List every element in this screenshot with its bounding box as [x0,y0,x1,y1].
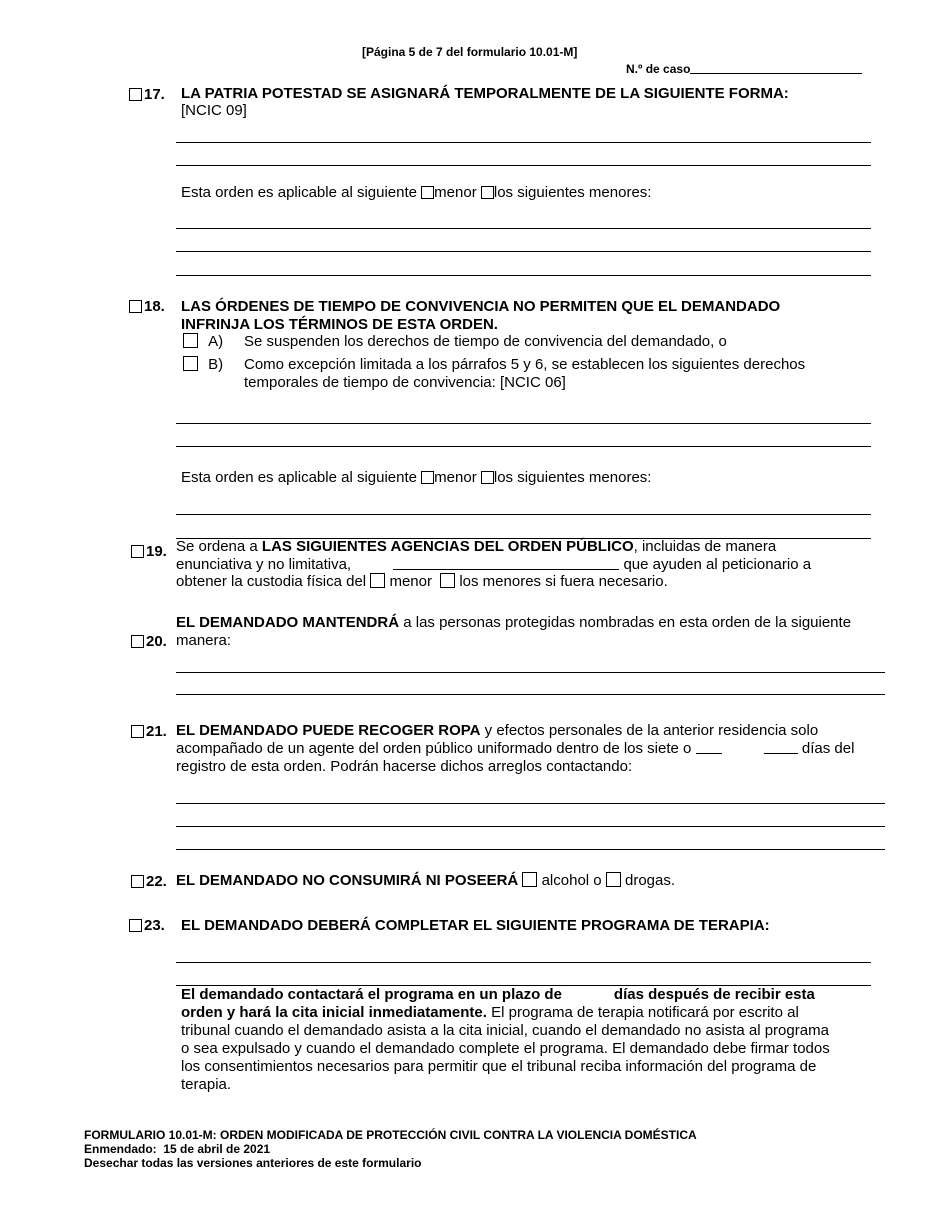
item-19-checkbox[interactable] [131,545,144,558]
item-18-option-a: A) [183,333,223,351]
item-22-number: 22. [131,873,167,890]
item-21-line3: registro de esta orden. Podrán hacerse dichos arreglos contactando: [176,758,633,775]
item-18-option-b-text-line2: temporales de tiempo de convivencia: [NCIC 06] [244,374,566,391]
item-17-minors-line[interactable] [176,251,871,252]
item-22-drugs-checkbox[interactable] [606,872,621,887]
item-17-checkbox[interactable] [129,88,142,101]
item-22-alcohol-checkbox[interactable] [522,872,537,887]
item-18-minors-checkbox[interactable] [481,471,494,484]
item-20-number: 20. [131,633,167,650]
item-21-line2: acompañado de un agente del orden público uniformado dentro de los siete o días del [176,740,855,757]
page-label: [Página 5 de 7 del formulario 10.01-M] [362,45,578,59]
item-17-minors-line[interactable] [176,275,871,276]
item-18-write-line[interactable] [176,446,871,447]
item-18-applies: Esta orden es aplicable al siguiente menor los siguientes menores: [181,469,652,486]
item-19-line2: enunciativa y no limitativa, que ayuden al peticionario a [176,556,812,573]
item-18-option-a-text: Se suspenden los derechos de tiempo de convivencia del demandado, o [244,333,727,350]
item-18-minor-checkbox[interactable] [421,471,434,484]
item-18-title-line2: INFRINJA LOS TÉRMINOS DE ESTA ORDEN. [181,316,498,333]
item-22-checkbox[interactable] [131,875,144,888]
item-18-option-a-checkbox[interactable] [183,333,198,348]
item-21-number: 21. [131,723,167,740]
case-number-field[interactable] [690,60,862,74]
item-23-write-line[interactable] [176,962,871,963]
item-17-minors-line[interactable] [176,228,871,229]
item-17-minor-checkbox[interactable] [421,186,434,199]
item-21-days-field-b[interactable] [764,740,798,754]
item-18-option-b: B) [183,356,223,374]
item-22-line: EL DEMANDADO NO CONSUMIRÁ NI POSEERÁ alcohol o drogas. [176,872,676,889]
item-23-paragraph: El demandado contactará el programa en un plazo de días después de recibir esta orden y hará la cita inicial inmediatamente. El programa de terapia notificará por escrito al tribunal cuando el demandado asista a la cita inicial, cuando el demandado no asista al programa o sea expulsado y cuando el demandado complete el programa. El demandado debe firmar todos los consentimientos necesarios para permitir que el tribunal reciba información del programa de terapia. [181,986,830,1093]
footer-amended: Enmendado: 15 de abril de 2021 [84,1142,271,1156]
item-23-title: EL DEMANDADO DEBERÁ COMPLETAR EL SIGUIENTE PROGRAMA DE TERAPIA: [181,917,770,934]
item-23-number: 23. [129,917,165,934]
item-19-minors-checkbox[interactable] [440,573,455,588]
item-19-line1: Se ordena a LAS SIGUIENTES AGENCIAS DEL ORDEN PÚBLICO, incluidas de manera [176,538,777,555]
item-18-write-line[interactable] [176,423,871,424]
footer-discard-note: Desechar todas las versiones anteriores de este formulario [84,1156,422,1170]
item-18-option-b-checkbox[interactable] [183,356,198,371]
item-17-write-line[interactable] [176,142,871,143]
item-20-write-line[interactable] [176,672,885,673]
item-19-number: 19. [131,543,167,560]
footer-form-title: FORMULARIO 10.01-M: ORDEN MODIFICADA DE PROTECCIÓN CIVIL CONTRA LA VIOLENCIA DOMÉSTICA [84,1128,697,1142]
footer [84,1128,697,1170]
item-18-minors-line[interactable] [176,514,871,515]
item-17-number: 17. [129,86,165,103]
item-19-minor-checkbox[interactable] [370,573,385,588]
item-20-checkbox[interactable] [131,635,144,648]
item-20-write-line[interactable] [176,694,885,695]
item-19-agency-field[interactable] [393,556,619,570]
item-21-line1: EL DEMANDADO PUEDE RECOGER ROPA y efectos personales de la anterior residencia solo [176,722,819,739]
item-20-line2: manera: [176,632,232,649]
case-number [626,60,862,76]
item-17-applies: Esta orden es aplicable al siguiente menor los siguientes menores: [181,184,652,201]
item-17-code: [NCIC 09] [181,102,247,119]
item-17-minors-checkbox[interactable] [481,186,494,199]
item-18-number: 18. [129,298,165,315]
item-18-checkbox[interactable] [129,300,142,313]
item-19-line3: obtener la custodia física del menor los menores si fuera necesario. [176,573,668,590]
item-21-checkbox[interactable] [131,725,144,738]
item-21-write-line[interactable] [176,849,885,850]
item-21-write-line[interactable] [176,803,885,804]
item-21-days-field-a[interactable] [696,740,722,754]
item-20-line1: EL DEMANDADO MANTENDRÁ a las personas protegidas nombradas en esta orden de la siguiente [176,614,852,631]
case-number-label: N.º de caso [626,62,691,76]
item-18-option-b-text-line1: Como excepción limitada a los párrafos 5 y 6, se establecen los siguientes derechos [244,356,806,373]
item-17-write-line[interactable] [176,165,871,166]
item-17-title: LA PATRIA POTESTAD SE ASIGNARÁ TEMPORALMENTE DE LA SIGUIENTE FORMA: [181,85,789,102]
item-23-checkbox[interactable] [129,919,142,932]
item-18-title-line1: LAS ÓRDENES DE TIEMPO DE CONVIVENCIA NO PERMITEN QUE EL DEMANDADO [181,298,781,315]
item-21-write-line[interactable] [176,826,885,827]
